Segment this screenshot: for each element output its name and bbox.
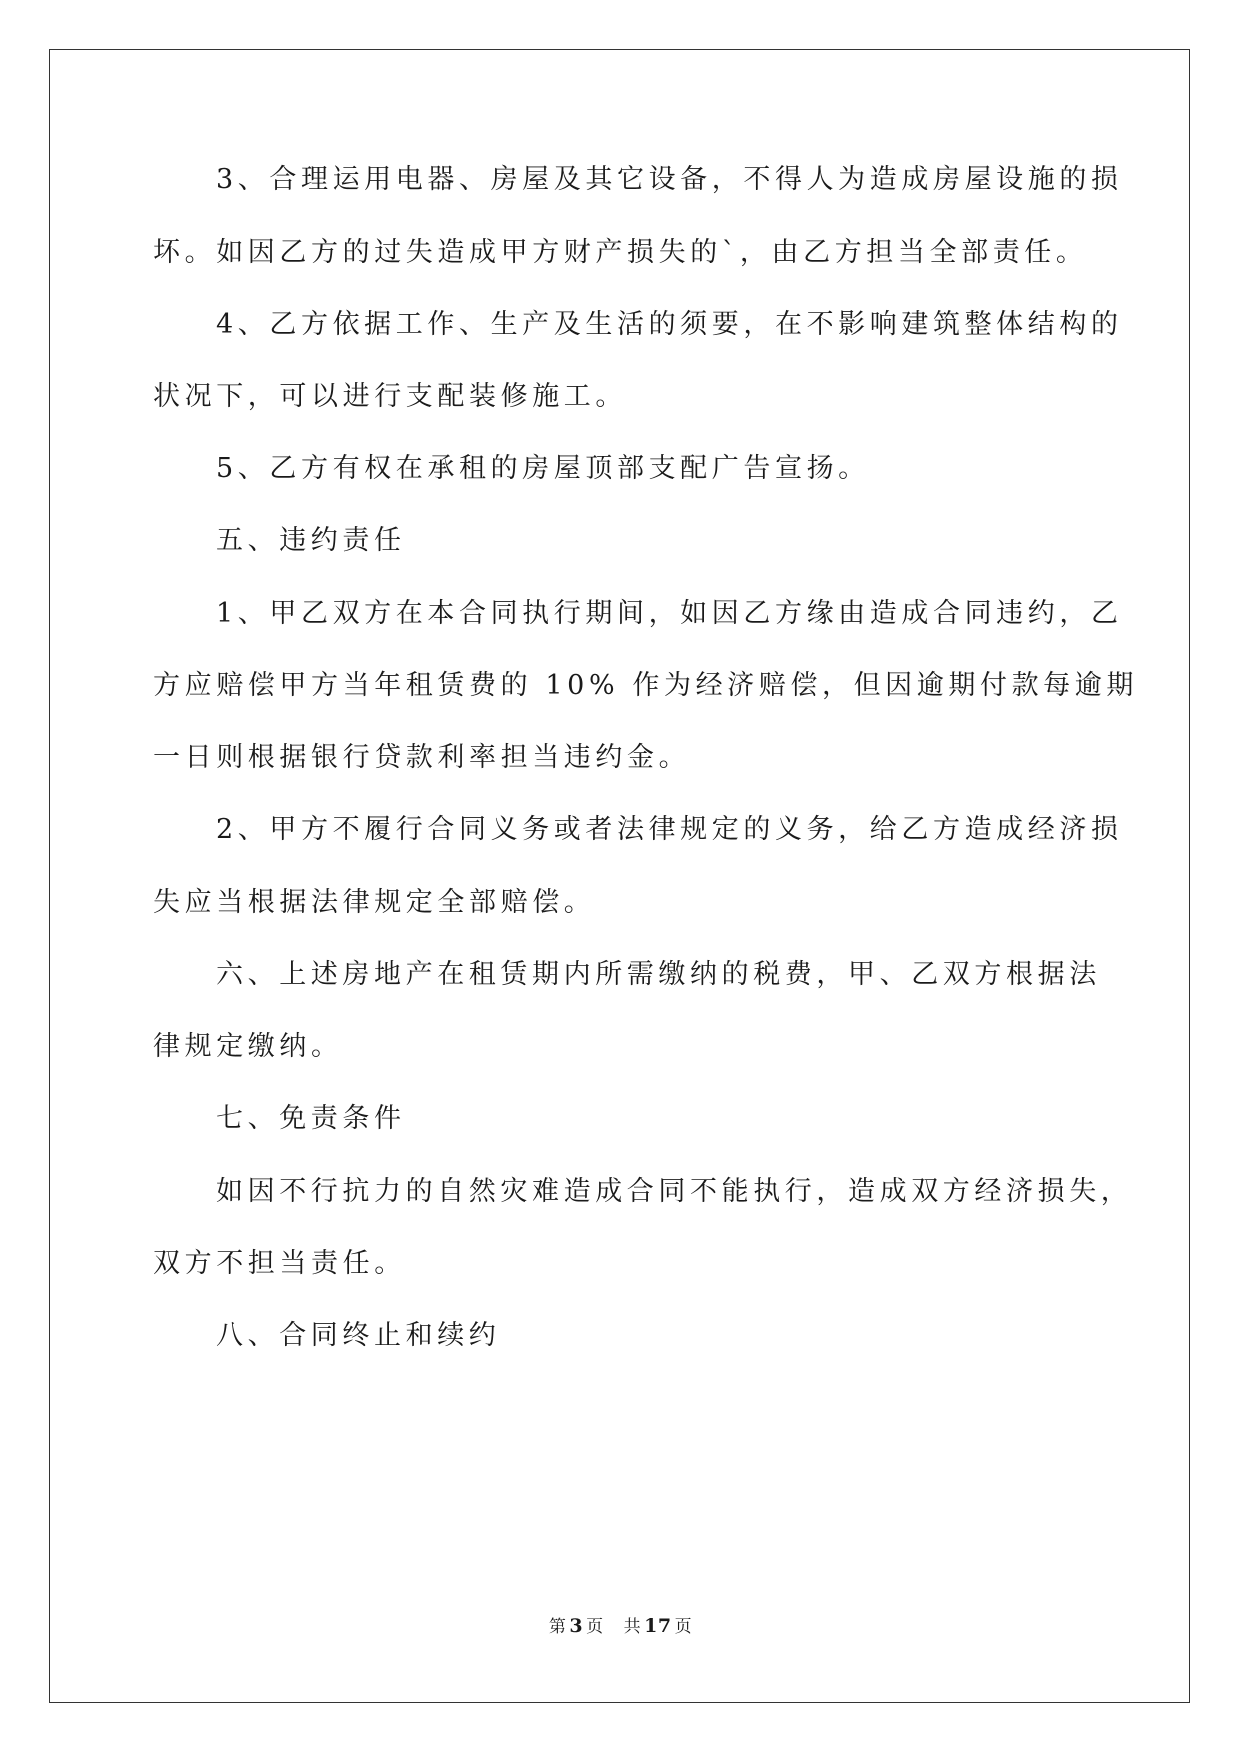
page-prefix: 第 (548, 1617, 567, 1637)
text-line: 4、乙方依据工作、生产及生活的须要，在不影响建筑整体结构的 (216, 309, 1123, 340)
total-page-number: 17 (644, 1615, 672, 1637)
current-page-number: 3 (569, 1615, 584, 1637)
text-line: 3、合理运用电器、房屋及其它设备，不得人为造成房屋设施的损 (216, 164, 1123, 195)
text-line: 失应当根据法律规定全部赔偿。 (153, 887, 596, 918)
text-line: 方应赔偿甲方当年租赁费的 10% 作为经济赔偿，但因逾期付款每逾期 (153, 670, 1138, 701)
text-line: 如因不行抗力的自然灾难造成合同不能执行，造成双方经济损失， (216, 1176, 1133, 1207)
text-line: 1、甲乙双方在本合同执行期间，如因乙方缘由造成合同违约，乙 (216, 598, 1123, 629)
section-heading: 七、免责条件 (216, 1103, 406, 1134)
page-suffix: 页 (586, 1617, 604, 1637)
section-heading: 五、违约责任 (216, 525, 406, 556)
total-prefix: 共 (623, 1617, 642, 1637)
section-heading: 八、合同终止和续约 (216, 1320, 501, 1351)
text-line: 状况下，可以进行支配装修施工。 (153, 381, 627, 412)
page-border (49, 49, 1190, 1703)
text-line: 5、乙方有权在承租的房屋顶部支配广告宣扬。 (216, 453, 870, 484)
text-line: 一日则根据银行贷款利率担当违约金。 (153, 742, 691, 773)
text-line: 六、上述房地产在租赁期内所需缴纳的税费，甲、乙双方根据法 (216, 959, 1101, 990)
text-line: 坏。如因乙方的过失造成甲方财产损失的`，由乙方担当全部责任。 (153, 237, 1088, 268)
page-footer (0, 1612, 1241, 1637)
total-suffix: 页 (674, 1617, 693, 1637)
text-line: 2、甲方不履行合同义务或者法律规定的义务，给乙方造成经济损 (216, 814, 1123, 845)
text-line: 双方不担当责任。 (153, 1248, 406, 1279)
text-line: 律规定缴纳。 (153, 1031, 343, 1062)
